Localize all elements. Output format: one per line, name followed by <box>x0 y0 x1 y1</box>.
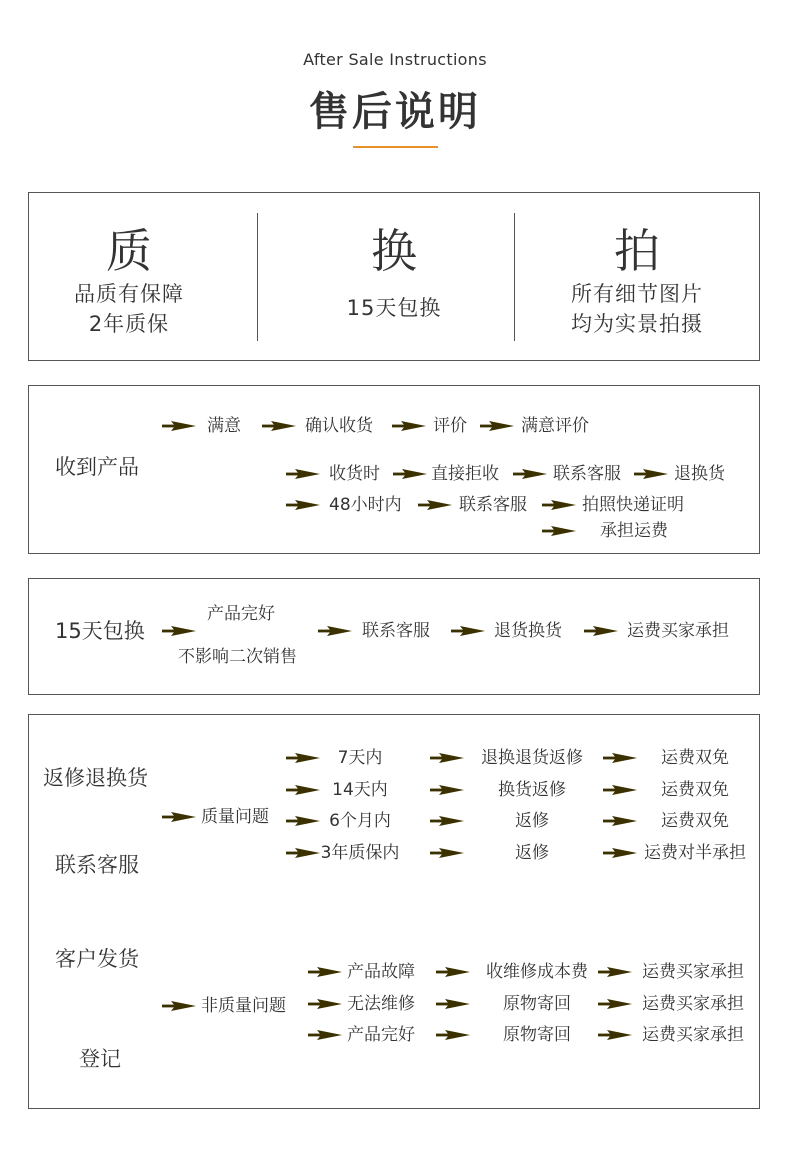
arrow-icon <box>436 967 470 977</box>
arrow-icon <box>542 526 576 536</box>
issue: 产品故障 <box>347 962 415 982</box>
quality-line1: 品质有保障 <box>74 282 184 306</box>
shipping: 运费对半承担 <box>644 843 746 863</box>
quality-char: 质 <box>106 224 152 278</box>
title-underline <box>353 146 438 148</box>
arrow-icon <box>430 785 464 795</box>
shipping: 运费买家承担 <box>642 994 744 1014</box>
non-quality-issue-label: 非质量问题 <box>201 996 286 1016</box>
arrow-icon <box>598 999 632 1009</box>
flow-step: 运费买家承担 <box>627 621 729 641</box>
arrow-icon <box>162 1001 196 1011</box>
features-box <box>28 192 760 361</box>
arrow-icon <box>308 1030 342 1040</box>
flow-step: 收货时 <box>329 464 380 484</box>
service: 返修 <box>515 811 549 831</box>
photo-text <box>537 279 737 339</box>
period: 3年质保内 <box>320 843 400 863</box>
arrow-icon <box>430 848 464 858</box>
arrow-icon <box>634 469 668 479</box>
arrow-icon <box>436 1030 470 1040</box>
service: 退换退货返修 <box>481 748 583 768</box>
flow-step: 直接拒收 <box>431 464 499 484</box>
arrow-icon <box>598 1030 632 1040</box>
issue: 无法维修 <box>347 994 415 1014</box>
shipping: 运费买家承担 <box>642 962 744 982</box>
arrow-icon <box>598 967 632 977</box>
period: 7天内 <box>337 748 383 768</box>
shipping: 运费买家承担 <box>642 1025 744 1045</box>
arrow-icon <box>162 812 196 822</box>
exchange-char: 换 <box>371 224 417 278</box>
flow-step: 联系客服 <box>459 495 527 515</box>
receive-label: 收到产品 <box>55 455 139 479</box>
arrow-icon <box>162 626 196 636</box>
repair-label: 登记 <box>79 1047 121 1071</box>
arrow-icon <box>513 469 547 479</box>
arrow-icon <box>286 500 320 510</box>
arrow-icon <box>430 753 464 763</box>
shipping: 运费双免 <box>661 780 729 800</box>
arrow-icon <box>480 421 514 431</box>
flow-step: 拍照快递证明 <box>582 495 684 515</box>
service: 收维修成本费 <box>486 962 588 982</box>
divider <box>257 213 258 341</box>
arrow-icon <box>318 626 352 636</box>
arrow-icon <box>430 816 464 826</box>
service: 换货返修 <box>498 780 566 800</box>
service: 原物寄回 <box>503 994 571 1014</box>
flow-step: 满意 <box>207 416 241 436</box>
quality-line2: 2年质保 <box>88 312 170 336</box>
flow-step: 确认收货 <box>305 416 373 436</box>
flow-step: 承担运费 <box>600 521 668 541</box>
quality-issue-label: 质量问题 <box>201 807 269 827</box>
flow-step: 退换货 <box>674 464 725 484</box>
issue: 产品完好 <box>347 1025 415 1045</box>
repair-label: 客户发货 <box>55 947 139 971</box>
divider <box>514 213 515 341</box>
arrow-icon <box>392 421 426 431</box>
period: 14天内 <box>332 780 388 800</box>
flow-step: 退货换货 <box>494 621 562 641</box>
arrow-icon <box>451 626 485 636</box>
arrow-icon <box>308 967 342 977</box>
shipping: 运费双免 <box>661 811 729 831</box>
arrow-icon <box>286 469 320 479</box>
flow-step: 联系客服 <box>362 621 430 641</box>
flow-step: 联系客服 <box>553 464 621 484</box>
arrow-icon <box>262 421 296 431</box>
page-subtitle: After Sale Instructions <box>303 50 487 69</box>
service: 原物寄回 <box>503 1025 571 1045</box>
repair-label: 返修退换货 <box>43 766 148 790</box>
arrow-icon <box>584 626 618 636</box>
arrow-icon <box>162 421 196 431</box>
page-title: 售后说明 <box>309 89 481 135</box>
flow-step: 评价 <box>433 416 467 436</box>
flow-step: 满意评价 <box>521 416 589 436</box>
quality-text <box>29 279 229 339</box>
repair-label: 联系客服 <box>55 853 139 877</box>
photo-char: 拍 <box>614 224 660 278</box>
arrow-icon <box>308 999 342 1009</box>
period: 6个月内 <box>329 811 391 831</box>
photo-line1: 所有细节图片 <box>571 282 703 306</box>
arrow-icon <box>418 500 452 510</box>
arrow-icon <box>542 500 576 510</box>
photo-line2: 均为实景拍摄 <box>571 312 703 336</box>
arrow-icon <box>393 469 427 479</box>
arrow-icon <box>436 999 470 1009</box>
exchange-label: 15天包换 <box>55 619 145 643</box>
exchange-condition: 产品完好 <box>207 604 275 624</box>
flow-step: 48小时内 <box>329 495 402 515</box>
exchange-text: 15天包换 <box>346 296 442 320</box>
shipping: 运费双免 <box>661 748 729 768</box>
service: 返修 <box>515 843 549 863</box>
exchange-condition: 不影响二次销售 <box>178 647 297 667</box>
